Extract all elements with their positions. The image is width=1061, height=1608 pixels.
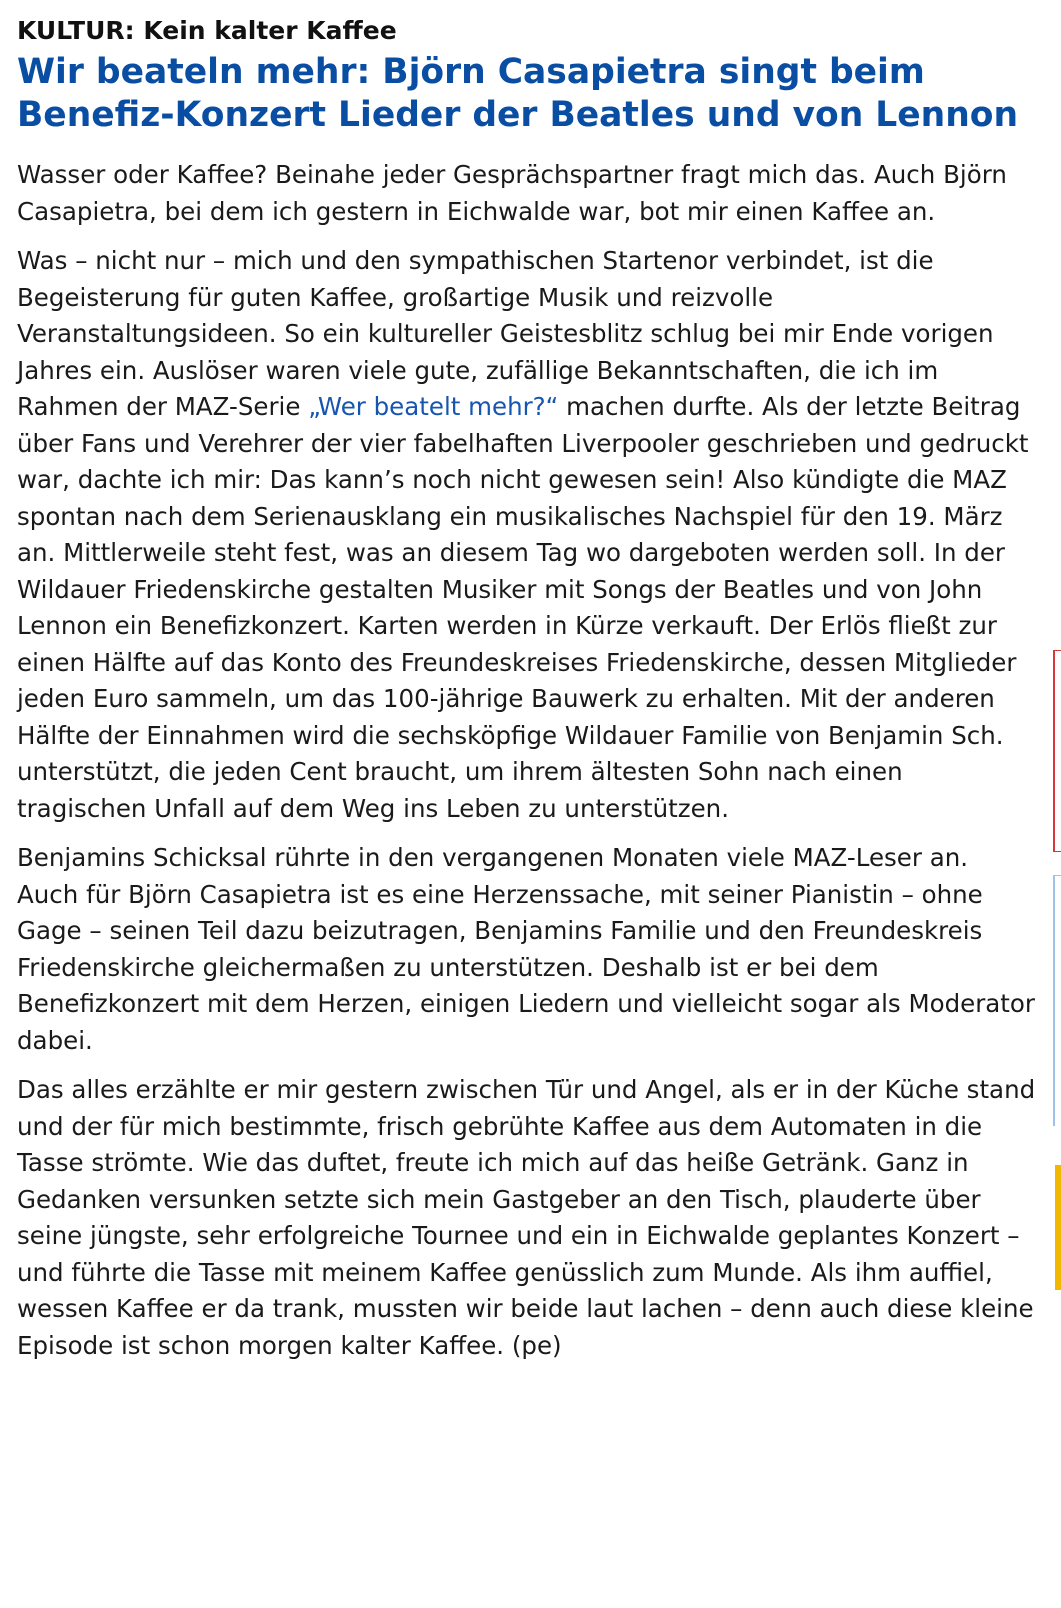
paragraph-3: Benjamins Schicksal rührte in den vergangenen Monaten viele MAZ-Leser an. Auch für Björn Casapietra ist es eine Herzenssache, mit seiner Pianistin – ohne Gage – seinen Teil dazu beizutragen, Benjamins Familie und den Freundeskreis Friedenskirche gleichermaßen zu unterstützen. Deshalb ist er bei dem Benefizkonzert mit dem Herzen, einigen Liedern und vielleicht sogar als Moderator dabei. (17, 843, 1035, 1055)
article-body (17, 157, 1037, 1364)
article (17, 14, 1037, 1377)
edge-box-blue (1053, 875, 1061, 1126)
paragraph-1: Wasser oder Kaffee? Beinahe jeder Gesprächspartner fragt mich das. Auch Björn Casapietra, bei dem ich gestern in Eichwalde war, bot mir einen Kaffee an. (17, 160, 1007, 226)
paragraph-2-text-before: Was – nicht nur – mich und den sympathischen Startenor verbindet, ist die Begeisterung für guten Kaffee, großartige Musik und reizvolle Veranstaltungsideen. So ein kultureller Geistesblitz schlug bei mir Ende vorigen Jahres ein. Auslöser waren viele gute, zufällige Bekanntschaften, die ich im Rahmen der MAZ-Serie (17, 246, 994, 421)
section-kicker: KULTUR: Kein kalter Kaffee (17, 16, 397, 45)
paragraph-2-text-after: machen durfte. Als der letzte Beitrag über Fans und Verehrer der vier fabelhaften Liverpooler geschrieben und gedruckt war, dachte ich mir: Das kann’s noch nicht gewesen sein! Also kündigte die MAZ spontan nach dem Serienausklang ein musikalisches Nachspiel für den 19. März an. Mittlerweile steht fest, was an diesem Tag wo dargeboten werden soll. In der Wildauer Friedenskirche gestalten Musiker mit Songs der Beatles und von John Lennon ein Benefizkonzert. Karten werden in Kürze verkauft. Der Erlös fließt zur einen Hälfte auf das Konto des Freundeskreises Friedenskirche, dessen Mitglieder jeden Euro sammeln, um das 100-jährige Bauwerk zu erhalten. Mit der anderen Hälfte der Einnahmen wird die sechsköpfige Wildauer Familie von Benjamin Sch. unterstützt, die jeden Cent braucht, um ihrem ältesten Sohn nach einen tragischen Unfall auf dem Weg ins Leben zu unterstützen. (17, 392, 1029, 823)
article-headline: Wir beateln mehr: Björn Casapietra singt beim Benefiz-Konzert Lieder der Beatles und von Lennon (17, 52, 1019, 135)
edge-bar-yellow (1055, 1165, 1061, 1290)
paragraph-4: Das alles erzählte er mir gestern zwischen Tür und Angel, als er in der Küche stand und der für mich bestimmte, frisch gebrühte Kaffee aus dem Automaten in die Tasse strömte. Wie das duftet, freute ich mich auf das heiße Getränk. Ganz in Gedanken versunken setzte sich mein Gastgeber an den Tisch, plauderte über seine jüngste, sehr erfolgreiche Tournee und ein in Eichwalde geplantes Konzert – und führte die Tasse mit meinem Kaffee genüsslich zum Munde. Als ihm auffiel, wessen Kaffee er da trank, mussten wir beide laut lachen – denn auch diese kleine Episode ist schon morgen kalter Kaffee. (pe) (17, 1075, 1036, 1360)
series-link[interactable]: „Wer beatelt mehr?“ (308, 392, 559, 421)
paragraph-2 (17, 243, 1037, 827)
edge-box-red (1053, 650, 1061, 852)
